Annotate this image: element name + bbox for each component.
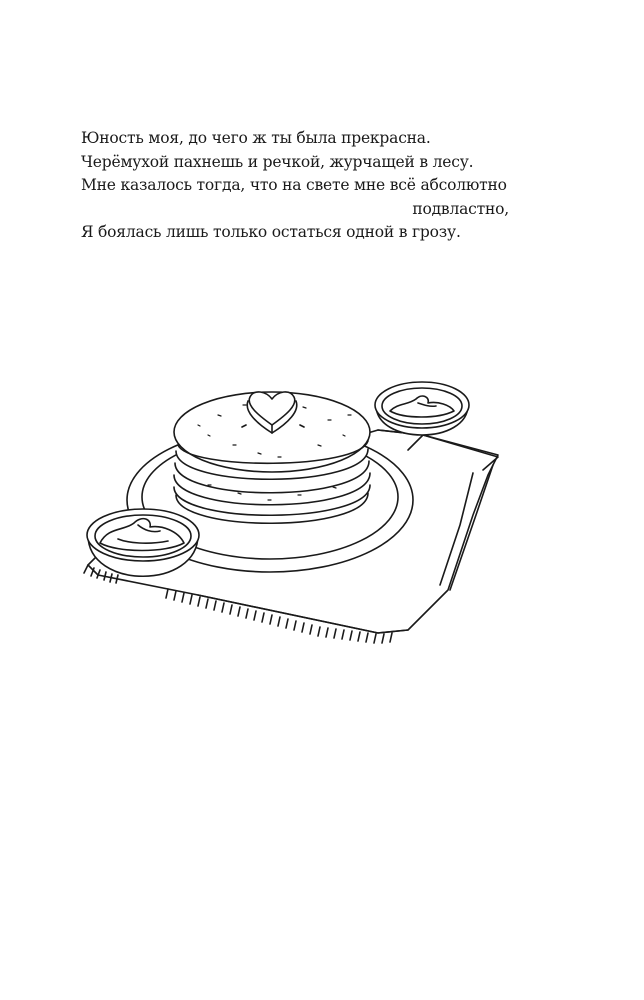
poem-line-3: Мне казалось тогда, что на свете мне всё абсолютно [81, 176, 507, 194]
poem-line-4: Я боялась лишь только остаться одной в грозу. [81, 223, 461, 241]
poem-line-3-continuation: подвластно, [412, 199, 509, 218]
poem-line-1: Юность моя, до чего ж ты была прекрасна. [81, 129, 431, 147]
poem-text [81, 127, 521, 245]
sour-cream-bowl-right-icon [375, 382, 469, 435]
pancake-stack-icon [174, 392, 370, 523]
poem-line-2: Черёмухой пахнешь и речкой, журчащей в лесу. [81, 152, 474, 171]
pancakes-illustration [78, 375, 508, 650]
